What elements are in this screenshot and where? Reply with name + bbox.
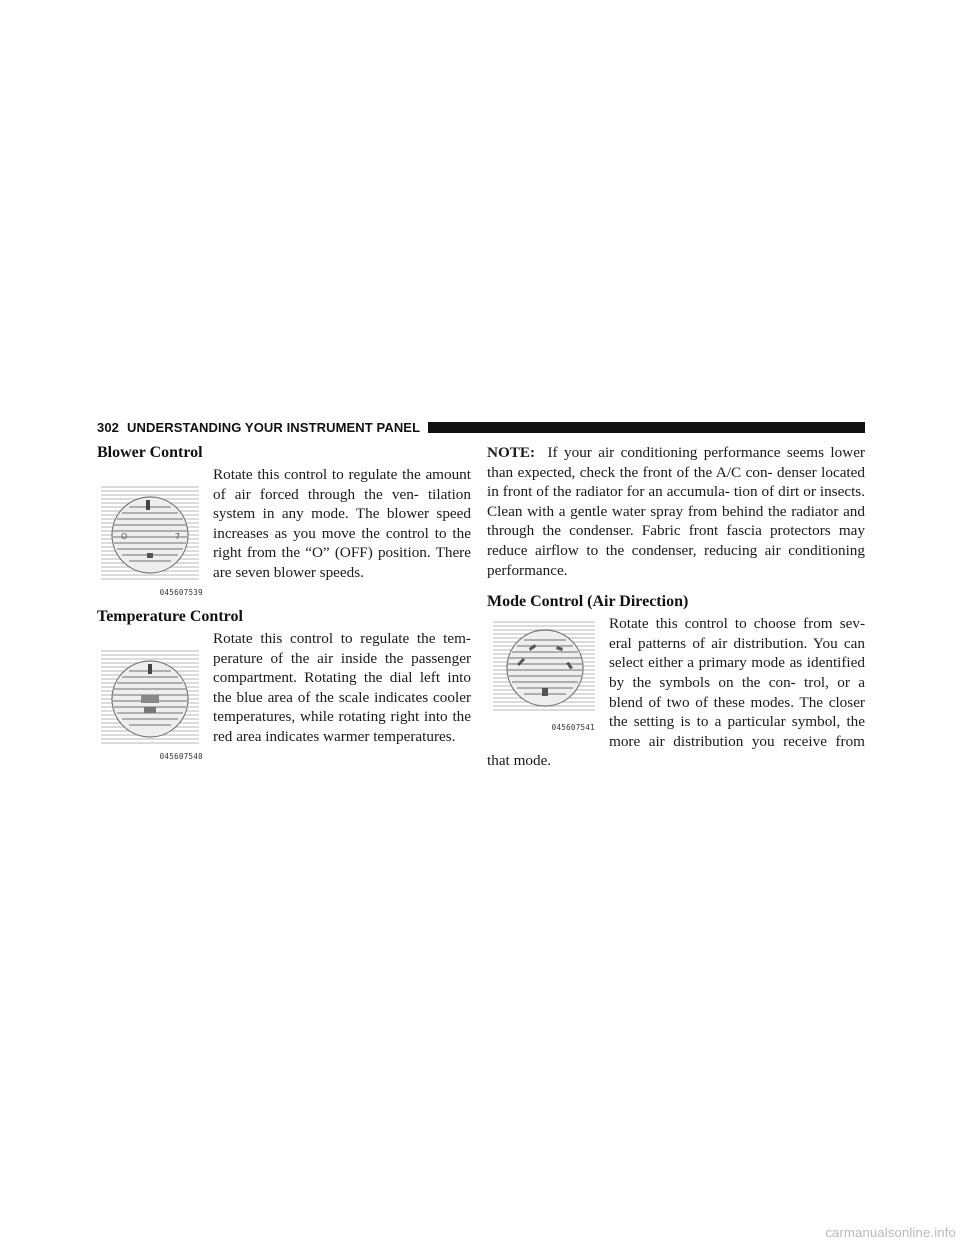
note-label: NOTE:	[487, 444, 536, 461]
mode-control-text: Rotate this control to choose from sev- eral patterns of air distribution. You can select either a primary mode as identified by the symbols on the con- trol, or a blend of two of these modes. The closer the setting is to a particular symbol, the more air distribution you receive from that mode.	[487, 615, 865, 770]
svg-text:7: 7	[175, 532, 181, 541]
blower-knob-figure	[97, 483, 203, 597]
right-column	[487, 443, 865, 771]
temperature-control-heading: Temperature Control	[97, 608, 243, 625]
figure-id: 045607539	[159, 588, 203, 597]
watermark: carmanualsonline.info	[825, 1225, 956, 1240]
figure-id: 045607540	[159, 752, 203, 761]
blower-control-section	[97, 465, 471, 599]
left-column	[97, 443, 471, 763]
note-text: If your air conditioning performance seems lower than expected, check the front of the A/C con- denser located in front of the radiator for an accumula- tion of dirt or insects. Clean with a gentle water spray from behind the radiator and through the condenser. Fabric front fascia protectors may reduce airflow to the condenser, reducing air conditioning performance.	[487, 444, 865, 579]
temperature-control-section	[97, 629, 471, 763]
blower-control-heading: Blower Control	[97, 444, 203, 461]
mode-knob-figure	[487, 618, 599, 732]
figure-id: 045607541	[551, 723, 595, 733]
temperature-control-text: Rotate this control to regulate the tem- perature of the air inside the passenger compartment. Rotating the dial left into the blue area of the scale indicates cooler temperatures, while rotating right into the red area indicates warmer temperatures.	[213, 630, 471, 745]
svg-text:O: O	[121, 532, 128, 541]
section-title: UNDERSTANDING YOUR INSTRUMENT PANEL	[127, 419, 421, 435]
mode-control-heading: Mode Control (Air Direction)	[487, 593, 689, 611]
temperature-knob-icon	[97, 647, 203, 761]
mode-knob-icon	[487, 618, 599, 732]
header-rule	[428, 422, 865, 433]
blower-control-text: Rotate this control to regulate the amount of air forced through the ven- tilation system in any mode. The blower speed increases as you move the control to the right from the “O” (OFF) position. There are seven blower speeds.	[213, 466, 471, 581]
page-number: 302	[97, 419, 119, 435]
mode-control-section	[487, 614, 865, 771]
temperature-knob-figure	[97, 647, 203, 761]
running-header	[97, 418, 865, 436]
note-paragraph	[487, 443, 865, 580]
blower-knob-icon	[97, 483, 203, 597]
